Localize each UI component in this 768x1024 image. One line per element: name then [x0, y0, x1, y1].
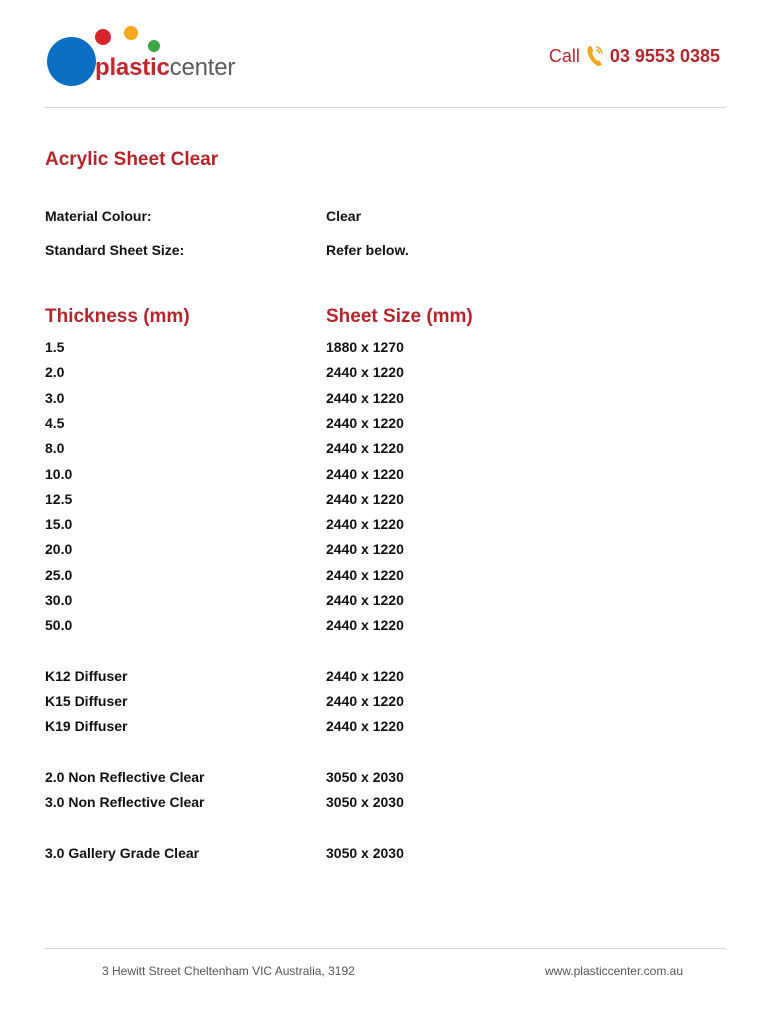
sheet-size-cell: 3050 x 2030 — [326, 794, 404, 810]
thickness-cell: 3.0 Non Reflective Clear — [45, 794, 205, 810]
thickness-cell: 15.0 — [45, 516, 73, 532]
standard-sheet-size-value: Refer below. — [326, 242, 409, 258]
sheet-size-cell: 2440 x 1220 — [326, 390, 404, 406]
sheet-size-cell: 3050 x 2030 — [326, 845, 404, 861]
sheet-size-cell: 3050 x 2030 — [326, 769, 404, 785]
logo-word-center: center — [169, 54, 236, 81]
thickness-cell: K15 Diffuser — [45, 693, 128, 709]
sheet-size-cell: 2440 x 1220 — [326, 364, 404, 380]
sheet-size-cell: 2440 x 1220 — [326, 592, 404, 608]
sheet-size-cell: 2440 x 1220 — [326, 491, 404, 507]
thickness-cell: 8.0 — [45, 440, 65, 456]
thickness-cell: 25.0 — [45, 567, 73, 583]
thickness-cell: 10.0 — [45, 466, 73, 482]
standard-sheet-size-label: Standard Sheet Size: — [45, 242, 185, 258]
thickness-cell: 4.5 — [45, 415, 65, 431]
sheet-size-cell: 2440 x 1220 — [326, 466, 404, 482]
sheet-size-column-header: Sheet Size (mm) — [326, 306, 473, 327]
sheet-size-cell: 2440 x 1220 — [326, 516, 404, 532]
thickness-cell: 50.0 — [45, 617, 73, 633]
thickness-cell: 3.0 Gallery Grade Clear — [45, 845, 200, 861]
phone-number-link[interactable]: 03 9553 0385 — [609, 45, 720, 66]
thickness-cell: K12 Diffuser — [45, 668, 128, 684]
thickness-column-header: Thickness (mm) — [45, 306, 190, 327]
thickness-cell: 30.0 — [45, 592, 73, 608]
sheet-size-cell: 1880 x 1270 — [326, 339, 404, 355]
sheet-size-cell: 2440 x 1220 — [326, 693, 404, 709]
thickness-cell: K19 Diffuser — [45, 718, 128, 734]
sheet-size-cell: 2440 x 1220 — [326, 541, 404, 557]
thickness-cell: 12.5 — [45, 491, 73, 507]
call-label: Call — [548, 45, 580, 66]
thickness-cell: 2.0 — [45, 364, 65, 380]
sheet-size-cell: 2440 x 1220 — [326, 440, 404, 456]
sheet-size-cell: 2440 x 1220 — [326, 718, 404, 734]
sheet-size-cell: 2440 x 1220 — [326, 567, 404, 583]
sheet-size-cell: 2440 x 1220 — [326, 415, 404, 431]
sheet-size-cell: 2440 x 1220 — [326, 617, 404, 633]
logo-word-plastic: plastic — [95, 54, 170, 81]
material-colour-value: Clear — [326, 208, 362, 224]
sheet-size-cell: 2440 x 1220 — [326, 668, 404, 684]
thickness-cell: 1.5 — [45, 339, 65, 355]
thickness-cell: 2.0 Non Reflective Clear — [45, 769, 205, 785]
material-colour-label: Material Colour: — [45, 208, 152, 224]
footer-divider — [45, 948, 726, 949]
thickness-cell: 20.0 — [45, 541, 73, 557]
footer-address: 3 Hewitt Street Cheltenham VIC Australia, 3192 — [102, 964, 355, 978]
thickness-cell: 3.0 — [45, 390, 65, 406]
page-title: Acrylic Sheet Clear — [45, 149, 219, 170]
footer-website-link[interactable]: www.plasticcenter.com.au — [544, 964, 683, 978]
